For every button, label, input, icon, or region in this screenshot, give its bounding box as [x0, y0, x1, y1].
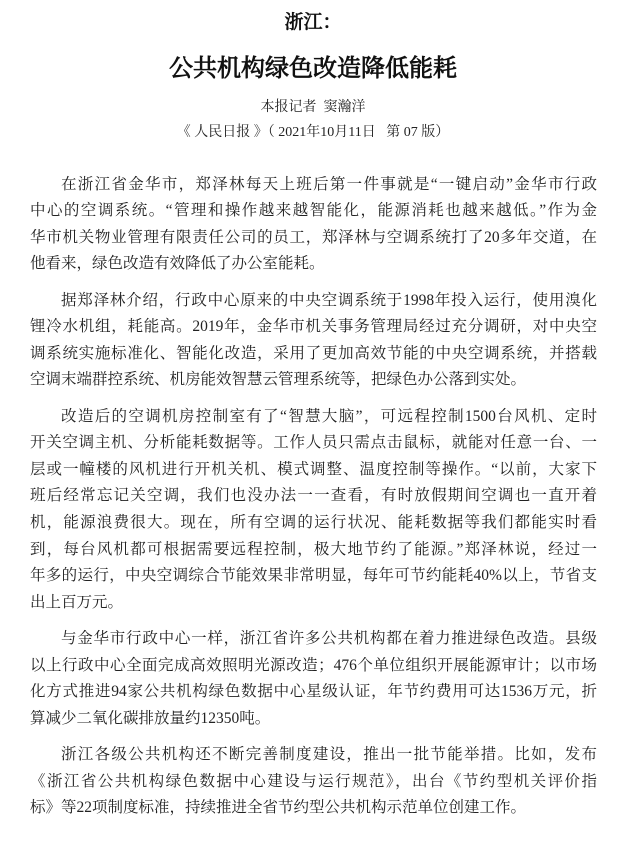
- byline: 本报记者 窦瀚洋: [260, 100, 366, 115]
- paragraph-1: [30, 172, 597, 278]
- paragraph-2: [30, 288, 597, 394]
- paragraph-line: 算减少二氧化碳排放量约12350吨。: [30, 709, 271, 727]
- paragraph-line: 到，每台风机都可根据需要远程控制，极大地节约了能源。”郑泽林说，经过一: [30, 540, 597, 558]
- source-line: 《 人民日报 》（ 2021年10月11日 第 07 版）: [176, 125, 450, 140]
- paragraph-line: 调系统实施标准化、智能化改造，采用了更加高效节能的中央空调系统，并搭载: [30, 344, 597, 362]
- paragraph-line: 年多的运行，中央空调综合节能效果非常明显，每年可节约能耗40%以上，节省支: [30, 567, 597, 585]
- headline-title: 公共机构绿色改造降低能耗: [169, 54, 457, 82]
- headline-region: 浙江：: [284, 11, 342, 33]
- paragraph-3: [30, 404, 597, 617]
- paragraph-line: 层或一幢楼的风机进行开机关机、模式调整、温度控制等操作。“以前，大家下: [30, 460, 597, 478]
- article-body: [30, 172, 597, 832]
- paragraph-line: 中心的空调系统。“管理和操作越来越智能化，能源消耗也越来越低。”作为金: [30, 202, 597, 220]
- paragraph-line: 与金华市行政中心一样，浙江省许多公共机构都在着力推进绿色改造。县级: [61, 629, 597, 647]
- paragraph-line: 锂冷水机组，耗能高。2019年，金华市机关事务管理局经过充分调研，对中央空: [30, 318, 597, 336]
- paragraph-line: 改造后的空调机房控制室有了“智慧大脑”，可远程控制1500台风机、定时: [61, 407, 597, 425]
- paragraph-line: 开关空调主机、分析能耗数据等。工作人员只需点击鼠标，就能对任意一台、一: [30, 434, 597, 452]
- paragraph-line: 他看来，绿色改造有效降低了办公室能耗。: [30, 255, 325, 273]
- paragraph-line: 浙江各级公共机构还不断完善制度建设，推出一批节能举措。比如，发布: [61, 745, 597, 763]
- paragraph-5: [30, 742, 597, 822]
- paragraph-line: 《浙江省公共机构绿色数据中心建设与运行规范》，出台《节约型机关评价指: [30, 772, 597, 790]
- paragraph-line: 以上行政中心全面完成高效照明光源改造；476个单位组织开展能源审计；以市场: [30, 656, 597, 674]
- paragraph-line: 化方式推进94家公共机构绿色数据中心星级认证，年节约费用可达1536万元，折: [30, 683, 597, 701]
- paragraph-4: [30, 626, 597, 732]
- paragraph-line: 出上百万元。: [30, 593, 124, 611]
- paragraph-line: 据郑泽林介绍，行政中心原来的中央空调系统于1998年投入运行，使用溴化: [61, 291, 597, 309]
- paragraph-line: 班后经常忘记关空调，我们也没办法一一查看，有时放假期间空调也一直开着: [30, 487, 597, 505]
- paragraph-line: 在浙江省金华市，郑泽林每天上班后第一件事就是“一键启动”金华市行政: [61, 175, 597, 193]
- paragraph-line: 空调末端群控系统、机房能效智慧云管理系统等，把绿色办公落到实处。: [30, 371, 527, 389]
- paragraph-line: 机，能源浪费很大。现在，所有空调的运行状况、能耗数据等我们都能实时看: [30, 514, 597, 531]
- paragraph-line: 标》等22项制度标准，持续推进全省节约型公共机构示范单位创建工作。: [30, 799, 527, 817]
- paragraph-line: 华市机关物业管理有限责任公司的员工，郑泽林与空调系统打了20多年交道，在: [30, 228, 597, 246]
